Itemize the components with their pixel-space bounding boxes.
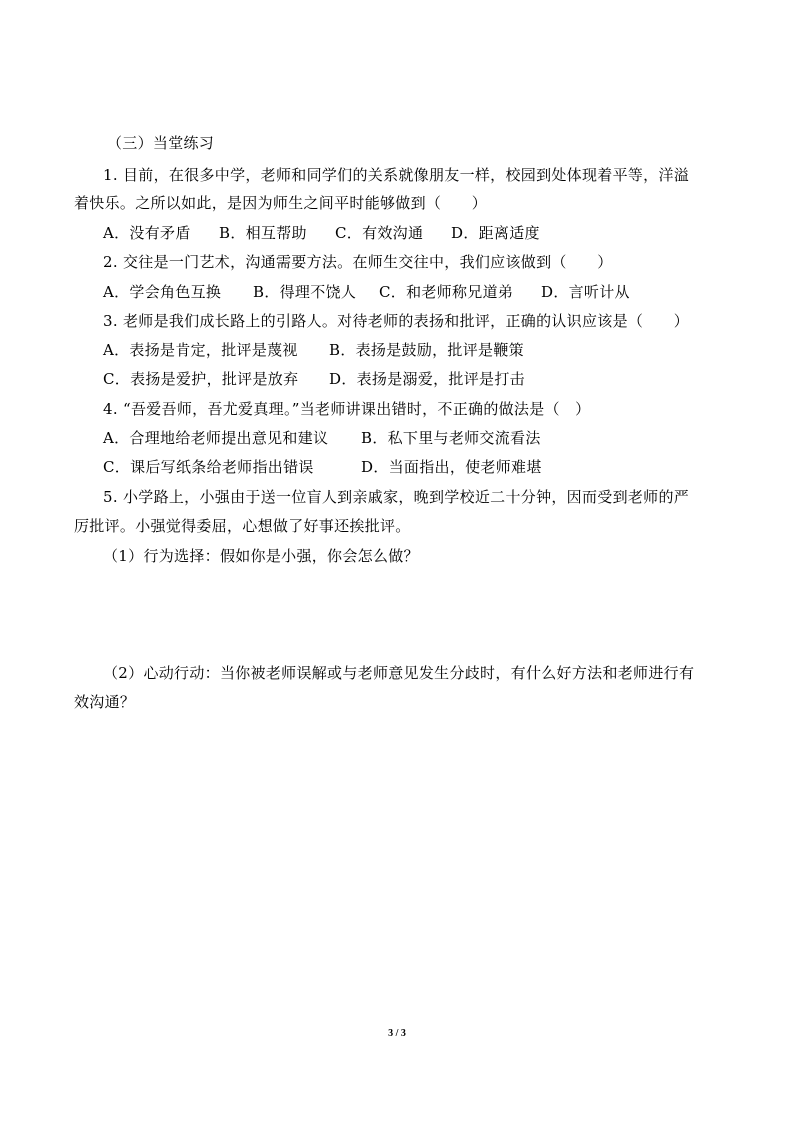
question-2-options xyxy=(103,282,630,302)
question-5-line-1: 5. 小学路上，小强由于送一位盲人到亲戚家，晚到学校近二十分钟，因而受到老师的严 xyxy=(103,488,690,506)
question-2-line-1: 2. 交往是一门艺术，沟通需要方法。在师生交往中，我们应该做到（ ） xyxy=(103,253,613,271)
question-1-line-1: 1. 目前，在很多中学，老师和同学们的关系就像朋友一样，校园到处体现着平等，洋溢 xyxy=(103,166,690,184)
q2-option-d: D．言听计从 xyxy=(541,283,630,301)
question-5-sub-1: （1）行为选择：假如你是小强，你会怎么做？ xyxy=(103,547,419,565)
page-number: 3 / 3 xyxy=(388,1028,406,1039)
q2-option-b: B．得理不饶人 xyxy=(253,283,357,301)
question-1-options xyxy=(103,223,540,243)
q2-option-c: C．和老师称兄道弟 xyxy=(379,283,514,301)
question-5-sub-2-line-1: （2）心动行动：当你被老师误解或与老师意见发生分歧时，有什么好方法和老师进行有 xyxy=(103,664,695,682)
q4-option-a: A．合理地给老师提出意见和建议 xyxy=(103,429,329,447)
question-5-sub-2-line-2: 效沟通？ xyxy=(74,693,136,711)
q1-option-c: C．有效沟通 xyxy=(335,224,424,242)
question-5-line-2: 厉批评。小强觉得委屈，心想做了好事还挨批评。 xyxy=(74,517,411,535)
q1-option-b: B．相互帮助 xyxy=(219,224,307,242)
q4-option-d: D．当面指出，使老师难堪 xyxy=(361,458,542,476)
question-3-options-ab xyxy=(103,340,524,360)
q4-option-b: B．私下里与老师交流看法 xyxy=(361,429,541,447)
q4-option-c: C．课后写纸条给老师指出错误 xyxy=(103,458,314,476)
q3-option-d: D．表扬是溺爱，批评是打击 xyxy=(329,370,525,388)
section-title: （三）当堂练习 xyxy=(107,134,215,152)
question-4-options-cd xyxy=(103,457,542,477)
q3-option-c: C．表扬是爱护，批评是放弃 xyxy=(103,370,299,388)
question-3-options-cd xyxy=(103,369,525,389)
question-1-line-2: 着快乐。之所以如此，是因为师生之间平时能够做到（ ） xyxy=(74,194,488,212)
q2-option-a: A．学会角色互换 xyxy=(103,283,222,301)
q1-option-a: A．没有矛盾 xyxy=(103,224,191,242)
q3-option-a: A．表扬是肯定，批评是蔑视 xyxy=(103,341,298,359)
q3-option-b: B．表扬是鼓励，批评是鞭策 xyxy=(329,341,524,359)
q1-option-d: D．距离适度 xyxy=(451,224,540,242)
question-4-options-ab xyxy=(103,428,541,448)
question-4-line-1: 4. “吾爱吾师，吾尤爱真理。”当老师讲课出错时，不正确的做法是（ ） xyxy=(103,400,591,418)
question-3-line-1: 3. 老师是我们成长路上的引路人。对待老师的表扬和批评，正确的认识应该是（ ） xyxy=(103,312,690,330)
